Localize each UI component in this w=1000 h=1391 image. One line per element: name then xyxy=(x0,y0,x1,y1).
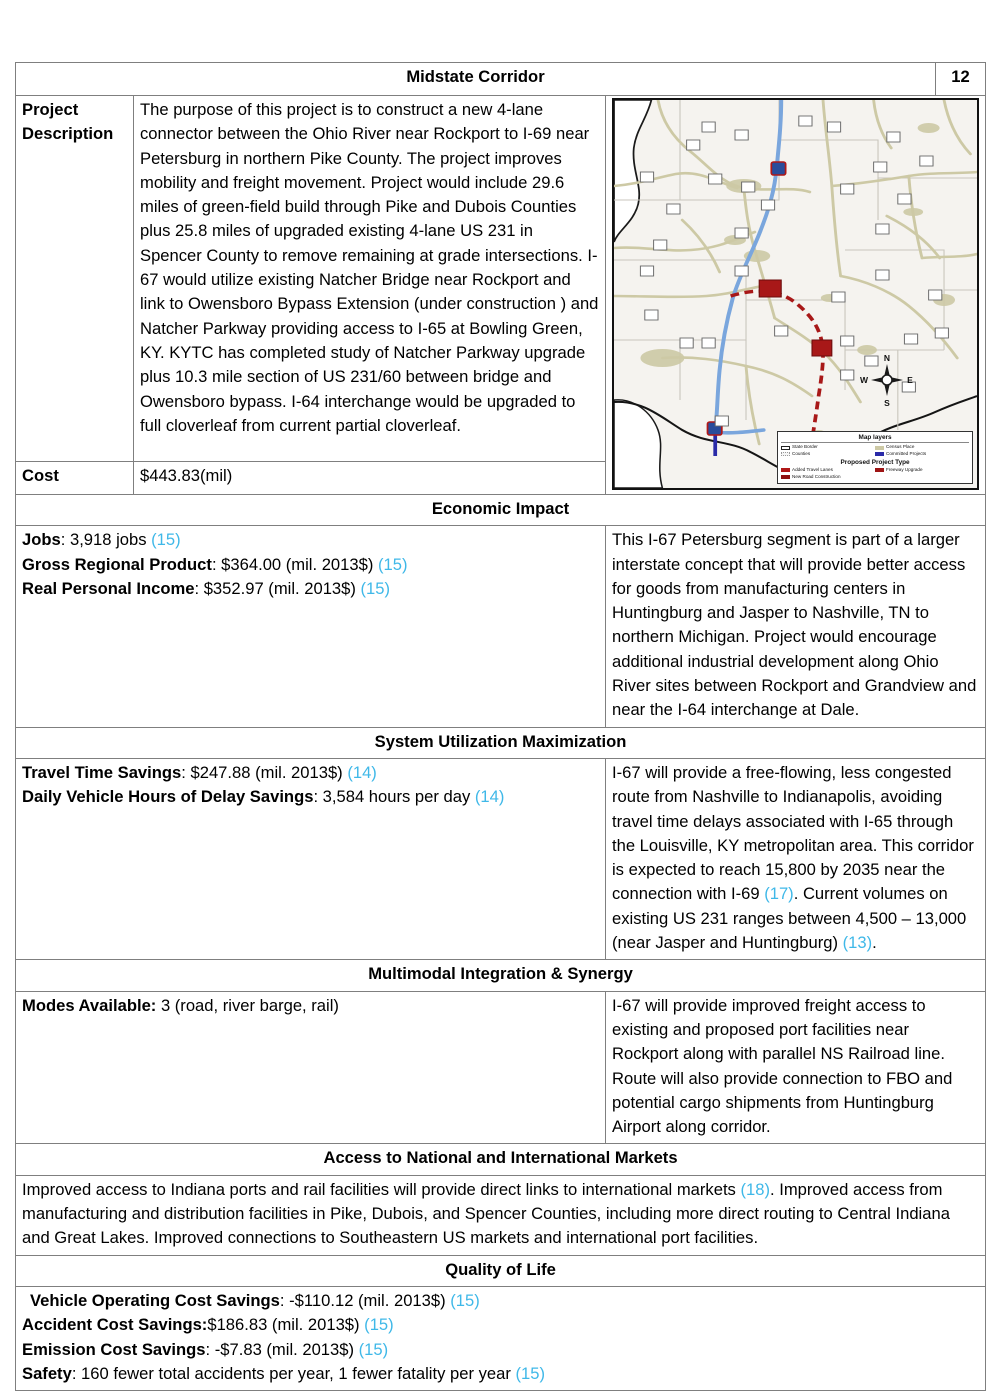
metric-value: 160 fewer total accidents per year, 1 fewer fatality per year xyxy=(81,1363,516,1383)
compass-rose-icon xyxy=(859,352,915,408)
metric-label: Emission Cost Savings xyxy=(22,1339,206,1359)
citation-ref: (15) xyxy=(358,1339,389,1359)
legend-layers-group xyxy=(781,444,969,457)
quality-of-life-row xyxy=(16,1286,986,1390)
metric-value: $186.83 (mil. 2013$) xyxy=(207,1315,365,1335)
citation-ref: (15) xyxy=(450,1290,480,1310)
system-utilization-band-row xyxy=(16,727,986,758)
project-description-text: The purpose of this project is to construct a new 4-lane connector between the Ohio River near Rockport to I-69 near Petersburg in northern Pike County. The project improves mobility and freight movement. Project would include 29.6 miles of green-field build through Pike and Dubois Counties plus 25.8 miles of upgraded existing 4-lane US 231 in Spencer County to remove remaining at grade intersections. I-67 would utilize existing Natcher Bridge near Rockport and link to Owensboro Bypass Extension (under construction ) and Natcher Parkway providing access to I-65 at Bowling Green, KY. KYTC has completed study of Natcher Parkway upgrade plus 10.3 mile section of US 231/60 between bridge and Owensboro bypass. I-64 interchange would be upgraded to full cloverleaf from current partial cloverleaf. xyxy=(134,96,606,462)
metric-label: Travel Time Savings xyxy=(22,762,182,782)
metric-label: Gross Regional Product xyxy=(22,554,212,574)
project-map-cell xyxy=(606,96,986,495)
metric-line xyxy=(22,1362,979,1386)
compass-east-label: E xyxy=(907,375,913,385)
metric-line xyxy=(22,1338,979,1362)
metric-label: Accident Cost Savings: xyxy=(22,1315,208,1335)
section-title-multimodal: Multimodal Integration & Synergy xyxy=(16,960,986,991)
metric-label: Real Personal Income xyxy=(22,578,195,598)
metric-sep: : xyxy=(313,787,323,807)
multimodal-modes xyxy=(16,991,606,1144)
legend-layers-title: Map layers xyxy=(781,434,969,443)
cost-label: Cost xyxy=(16,462,134,495)
metric-value: -$110.12 (mil. 2013$) xyxy=(289,1290,451,1310)
citation-ref: (14) xyxy=(474,787,505,807)
legend-label: New Road Construction xyxy=(792,473,841,479)
metric-label: Jobs xyxy=(22,530,61,550)
citation-ref: (15) xyxy=(378,554,408,574)
citation-ref: (14) xyxy=(347,762,377,782)
metric-line xyxy=(22,577,599,601)
legend-label: Committed Projects xyxy=(886,450,927,456)
citation-ref: (13) xyxy=(842,933,873,953)
metric-sep: : xyxy=(279,1290,290,1310)
map-graphic xyxy=(614,100,977,488)
narrative-part: . Improved access from manufacturing and distribution facilities in Pike, Dubois, and Spencer Counties, including more direct routing to Central Indiana and Great Lakes. Improved connections to Southeastern US markets and international port facilities. xyxy=(22,1179,950,1248)
narrative-part: Improved access to Indiana ports and rail facilities will provide direct links to international markets xyxy=(22,1179,741,1199)
metric-sep: : xyxy=(205,1339,215,1359)
narrative-part: . xyxy=(872,933,877,953)
quality-of-life-metrics xyxy=(16,1286,986,1390)
page-title: Midstate Corridor xyxy=(16,63,936,96)
system-utilization-metrics xyxy=(16,758,606,959)
legend-label: State Border xyxy=(792,444,818,450)
metric-label: Vehicle Operating Cost Savings xyxy=(30,1290,280,1310)
section-title-quality-of-life: Quality of Life xyxy=(16,1255,986,1286)
metric-sep: : xyxy=(181,762,191,782)
metric-sep: : xyxy=(60,530,70,550)
legend-label: Counties xyxy=(792,450,811,456)
modes-available-value: 3 (road, river barge, rail) xyxy=(156,995,339,1015)
project-profile-table xyxy=(15,62,986,1391)
citation-ref: (17) xyxy=(764,884,794,904)
metric-value: -$7.83 (mil. 2013$) xyxy=(214,1339,359,1359)
project-description-label: Project Description xyxy=(16,96,134,462)
metric-value: $364.00 (mil. 2013$) xyxy=(221,554,378,574)
project-description-row xyxy=(16,96,986,462)
freeway-upgrade-swatch-icon xyxy=(875,468,884,472)
metric-label: Safety xyxy=(22,1363,72,1383)
legend-project-type-title: Proposed Project Type xyxy=(840,459,910,467)
legend-label: Freeway Upgrade xyxy=(886,467,923,473)
table-header-row xyxy=(16,63,986,96)
metric-value: 3,584 hours per day xyxy=(322,787,475,807)
citation-ref: (15) xyxy=(364,1315,394,1335)
page-number: 12 xyxy=(936,63,986,96)
metric-value: $352.97 (mil. 2013$) xyxy=(203,578,361,598)
compass-north-label: N xyxy=(883,353,891,363)
metric-label: Daily Vehicle Hours of Delay Savings xyxy=(22,787,314,807)
legend-item xyxy=(781,451,875,457)
narrative-part: I-67 will provide a free-flowing, less congested route from Nashville to Indianapolis, avoiding travel time delays associated with I-65 through the Louisville, KY metropolitan area. This corridor is expected to reach 15,800 by 2035 near the connection with I-69 xyxy=(612,762,974,904)
citation-ref: (18) xyxy=(740,1179,770,1199)
economic-impact-narrative: This I-67 Petersburg segment is part of a larger interstate concept that will provide better access for goods from manufacturing centers in Huntingburg and Jasper to Nashville, TN to northern Michigan. Project would encourage additional industrial development along Ohio River sites between Rockport and Grandview and near the I-64 interchange at Dale. xyxy=(606,526,986,727)
economic-impact-band-row xyxy=(16,495,986,526)
metric-line xyxy=(22,761,599,785)
added-travel-lanes-swatch-icon xyxy=(781,468,790,472)
narrative-part: . Current volumes on existing US 231 ranges between 4,500 – 13,000 (near Jasper and Huntingburg) xyxy=(612,884,967,953)
citation-ref: (15) xyxy=(151,530,181,550)
new-road-construction-swatch-icon xyxy=(781,475,790,479)
metric-line xyxy=(22,785,599,809)
map-frame xyxy=(612,98,979,490)
map-image xyxy=(614,100,977,488)
metric-value: 3,918 jobs xyxy=(69,530,152,550)
metric-line xyxy=(22,528,599,552)
compass-south-label: S xyxy=(884,398,890,408)
access-markets-row xyxy=(16,1175,986,1255)
system-utilization-narrative xyxy=(606,758,986,959)
access-markets-band-row xyxy=(16,1144,986,1175)
legend-label: Census Place xyxy=(886,444,915,450)
metric-sep: : xyxy=(194,578,204,598)
system-utilization-row xyxy=(16,758,986,959)
metric-sep: : xyxy=(211,554,222,574)
section-title-access-markets: Access to National and International Markets xyxy=(16,1144,986,1175)
legend-item xyxy=(781,474,969,480)
section-title-system-utilization: System Utilization Maximization xyxy=(16,727,986,758)
citation-ref: (15) xyxy=(515,1363,545,1383)
quality-of-life-band-row xyxy=(16,1255,986,1286)
multimodal-band-row xyxy=(16,960,986,991)
multimodal-narrative: I-67 will provide improved freight access to existing and proposed port facilities near Rockport along with parallel NS Railroad line. Route will also provide connection to FBO and potential cargo shipments from Huntingburg Airport along corridor. xyxy=(606,991,986,1144)
legend-project-type-group xyxy=(781,467,969,480)
map-legend xyxy=(777,431,973,484)
economic-impact-row xyxy=(16,526,986,727)
census-place-swatch-icon xyxy=(875,446,884,450)
metric-line xyxy=(22,1289,979,1313)
metric-sep: : xyxy=(71,1363,82,1383)
access-markets-text xyxy=(16,1175,986,1255)
cost-value: $443.83(mil) xyxy=(134,462,606,495)
section-title-economic-impact: Economic Impact xyxy=(16,495,986,526)
counties-swatch-icon xyxy=(781,452,790,456)
metric-value: $247.88 (mil. 2013$) xyxy=(190,762,348,782)
legend-label: Added Travel Lanes xyxy=(792,467,833,473)
metric-line xyxy=(22,553,599,577)
metric-line xyxy=(22,1313,979,1337)
compass-west-label: W xyxy=(860,375,869,385)
modes-available-label: Modes Available: xyxy=(22,995,157,1015)
multimodal-row xyxy=(16,991,986,1144)
citation-ref: (15) xyxy=(360,578,391,598)
committed-projects-swatch-icon xyxy=(875,452,884,456)
economic-impact-metrics xyxy=(16,526,606,727)
legend-item xyxy=(875,451,969,457)
state-border-swatch-icon xyxy=(781,446,790,450)
